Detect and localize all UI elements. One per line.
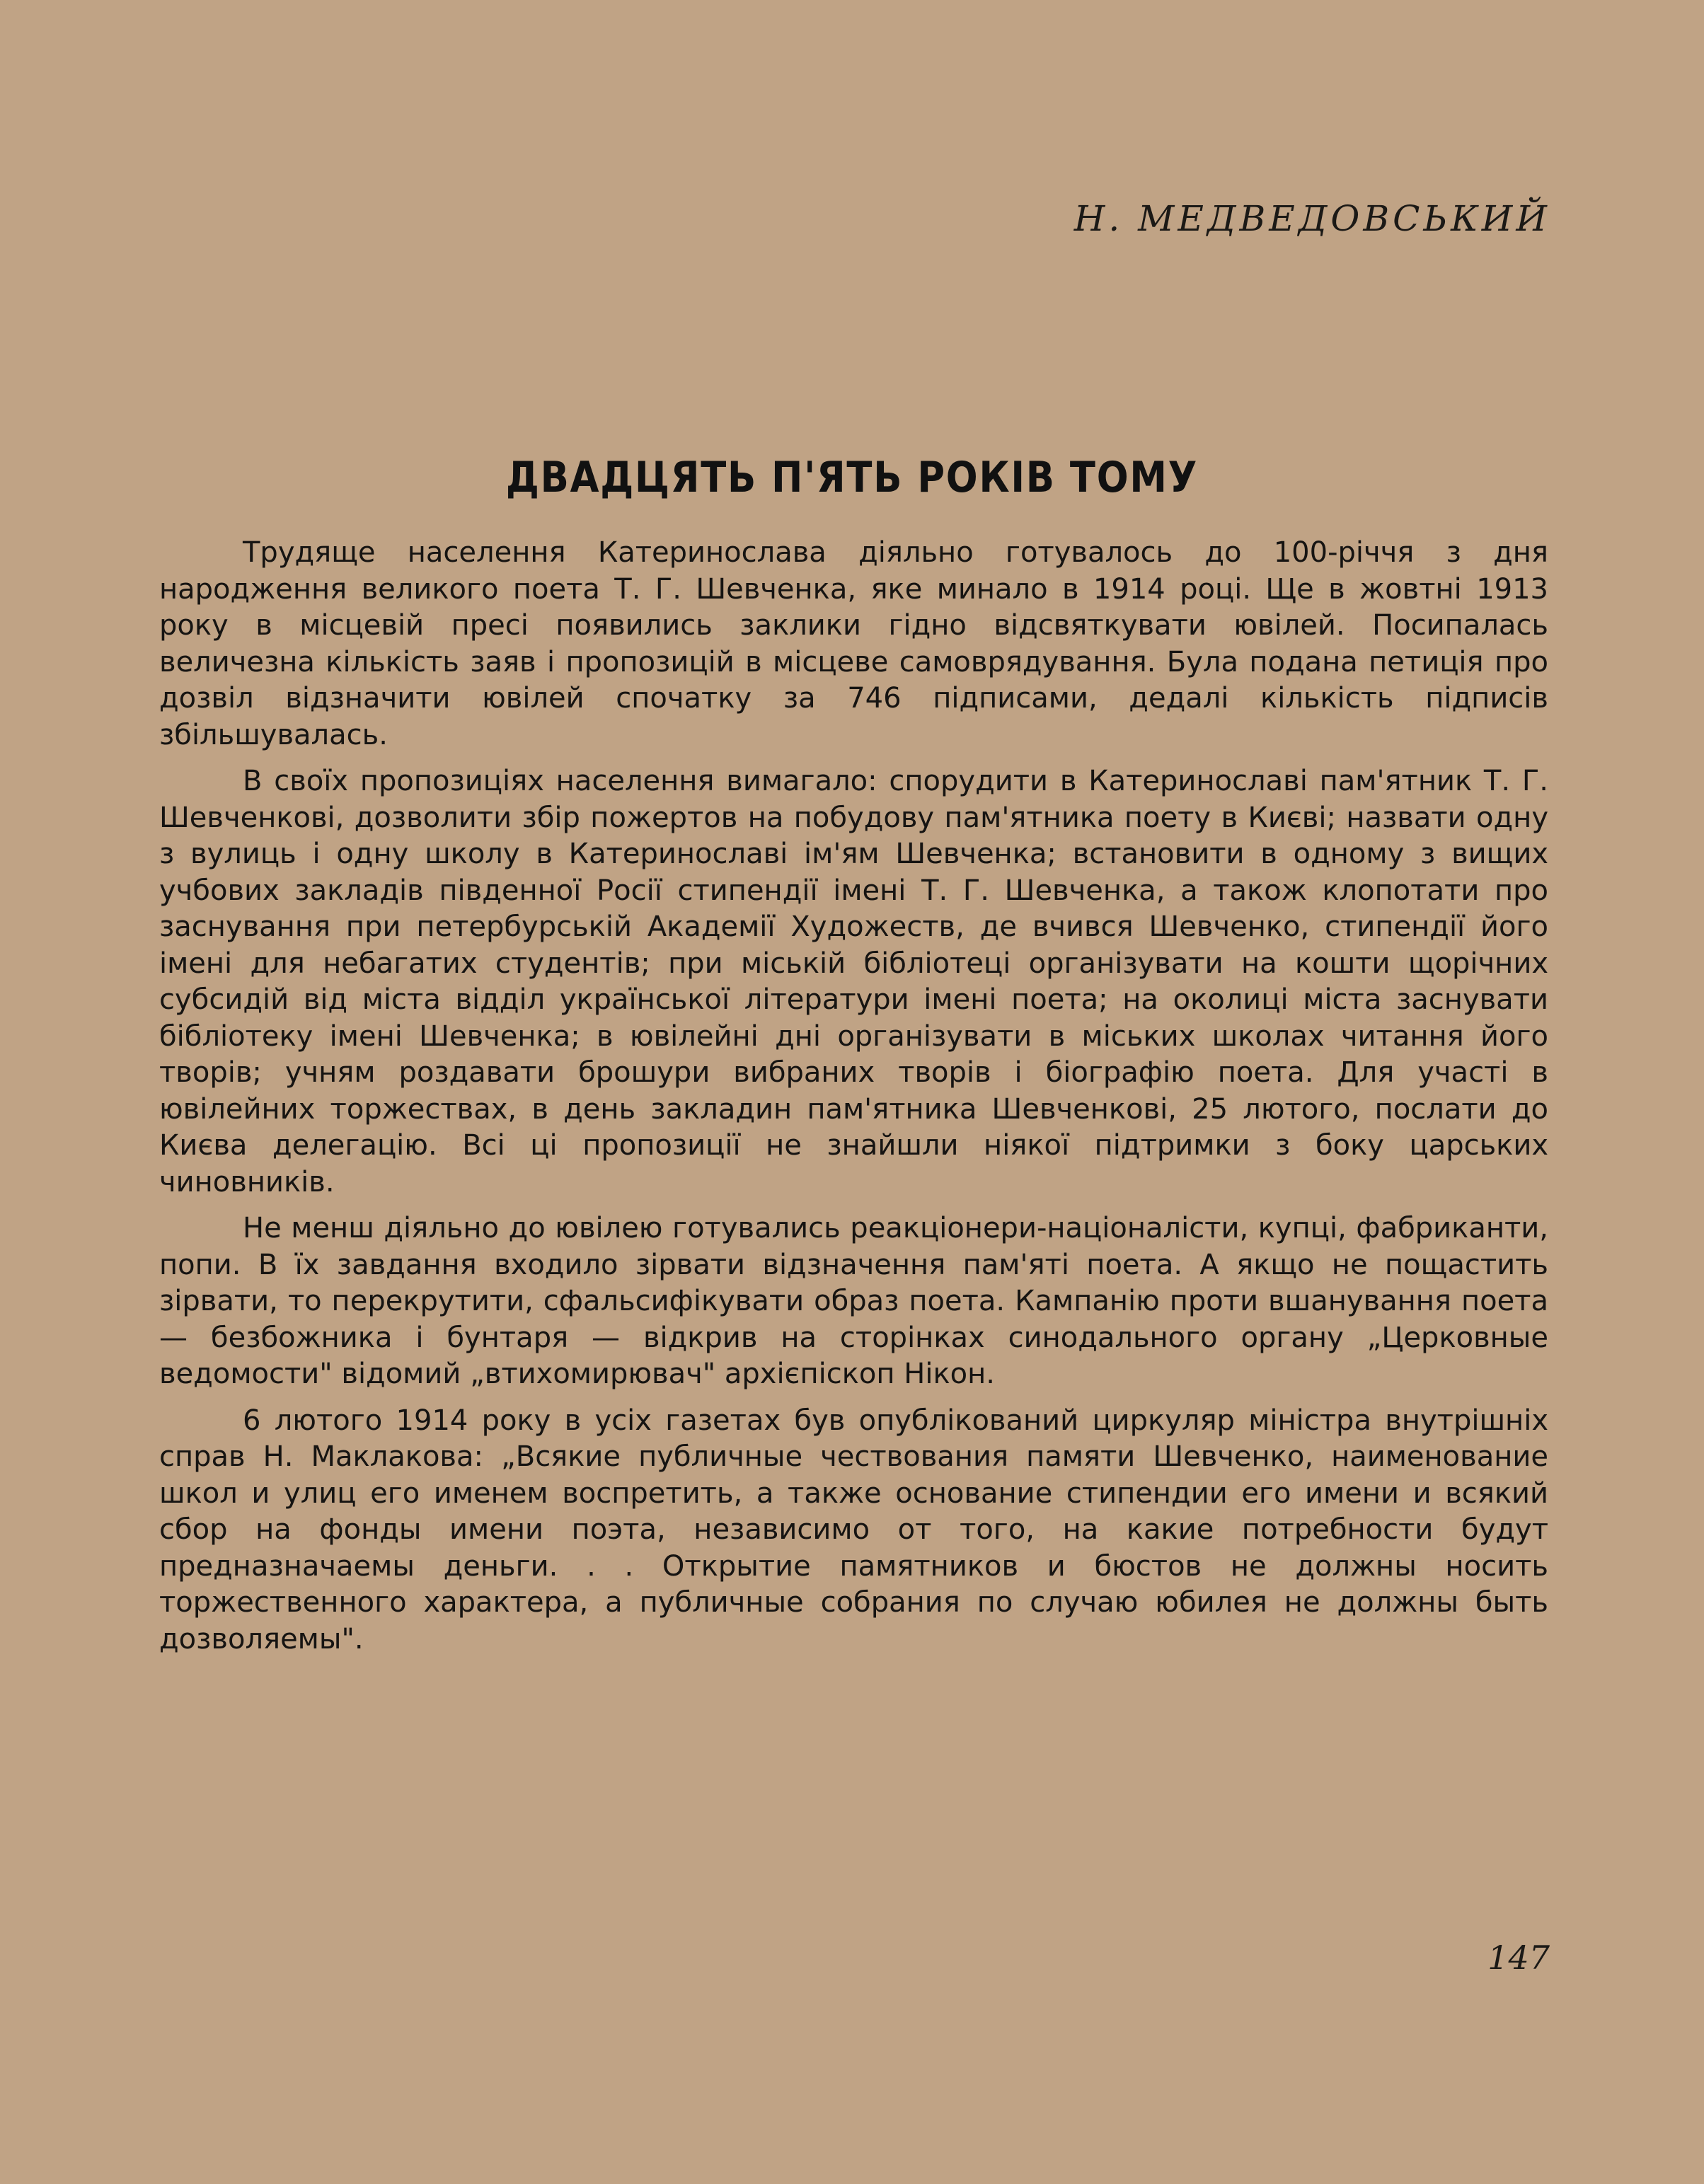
article-body (159, 535, 1548, 1668)
author-header: Н. МЕДВЕДОВСЬКИЙ (1073, 198, 1550, 239)
article-title: ДВАДЦЯТЬ П'ЯТЬ РОКІВ ТОМУ (505, 453, 1199, 502)
paragraph-4: 6 лютого 1914 року в усіх газетах був опублікований циркуляр міністра внутрішніх справ Н. Маклакова: „Всякие публичные чествования памяти Шевченко, наименование школ и улиц его именем воспретить, а также основание стипендии его имени и всякий сбор на фонды имени поэта, независимо от того, на какие потребности будут предназначаемы деньги. . . Открытие памятников и бюстов не должны носить торжественного характера, а публичные собрания по случаю юбилея не должны быть дозволяемы". (159, 1404, 1548, 1656)
page-number: 147 (1487, 1939, 1550, 1977)
paragraph-3: Не менш діяльно до ювілею готувались реакціонери-націоналісти, купці, фабриканти, попи. В їх завдання входило зірвати відзначення пам'яті поета. А якщо не пощастить зірвати, то перекрутити, сфальсифікувати образ поета. Кампанію проти вшанування поета — безбожника і бунтаря — відкрив на сторінках синодального органу „Церковные ведомости" відомий „втихомирювач" архієпіскоп Нікон. (159, 1212, 1548, 1390)
paragraph-1: Трудяще населення Катеринослава діяльно готувалось до 100-річчя з дня народження великого поета Т. Г. Шевченка, яке минало в 1914 році. Ще в жовтні 1913 року в місцевій пресі появились заклики гідно відсвяткувати ювілей. Посипалась величезна кількість заяв і пропозицій в місцеве самоврядування. Була подана петиція про дозвіл відзначити ювілей спочатку за 746 підписами, дедалі кількість підписів збільшувалась. (159, 536, 1548, 751)
paragraph-2: В своїх пропозиціях населення вимагало: спорудити в Катеринославі пам'ятник Т. Г. Шевченкові, дозволити збір пожертов на побудову пам'ятника поету в Києві; назвати одну з вулиць і одну школу в Катеринославі ім'ям Шевченка; встановити в одному з вищих учбових закладів південної Росії стипендії імені Т. Г. Шевченка, а також клопотати про заснування при петербурській Академії Художеств, де вчився Шевченко, стипендії його імені для небагатих студентів; при міській бібліотеці організувати на кошти щорічних субсидій від міста відділ української літератури імені поета; на околиці міста заснувати бібліотеку імені Шевченка; в ювілейні дні організувати в міських школах читання його творів; учням роздавати брошури вибраних творів і біографію поета. Для участі в ювілейних торжествах, в день закладин пам'ятника Шевченкові, 25 лютого, послати до Києва делегацію. Всі ці пропозиції не знайшли ніякої підтримки з боку царських чиновників. (159, 765, 1548, 1198)
